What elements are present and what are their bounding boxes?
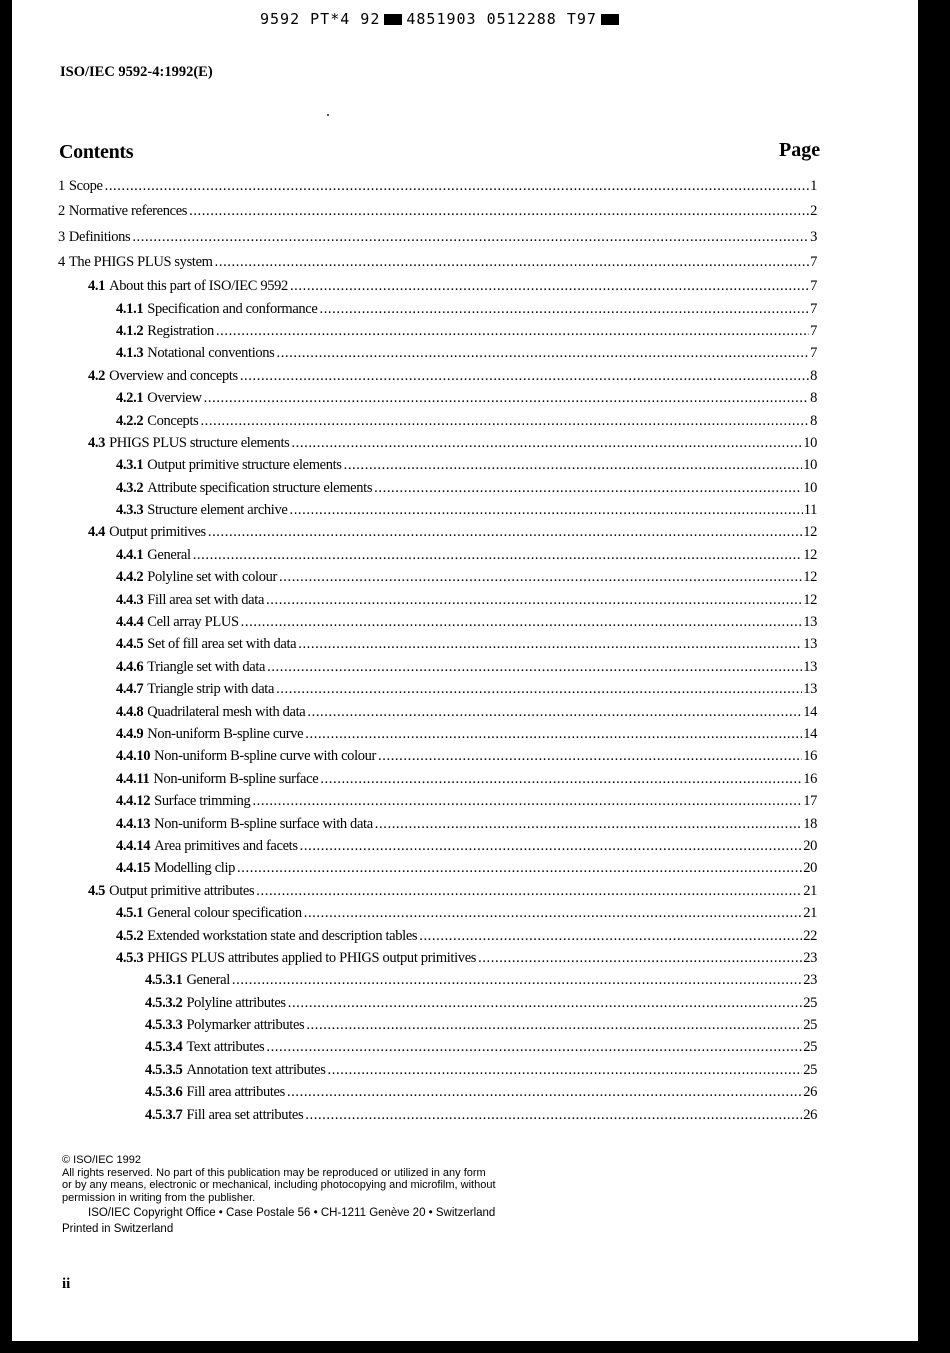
toc-entry — [12, 342, 918, 364]
toc-entry-title: Set of fill area set with data — [147, 636, 297, 653]
toc-entry-number: 4.2.2 — [116, 412, 144, 429]
toc-entry-page: 3 — [810, 228, 817, 245]
toc-entry-number: 4.3.1 — [116, 457, 144, 474]
toc-entry-number: 4.5.3.7 — [145, 1106, 183, 1123]
toc-entry-title: Registration — [147, 322, 214, 339]
toc-entry-leader — [305, 723, 802, 745]
toc-entry-leader — [105, 174, 810, 199]
toc-entry-page: 23 — [803, 972, 817, 989]
toc-entry — [12, 365, 918, 387]
toc-entry — [12, 320, 918, 342]
toc-entry-title: Modelling clip — [154, 860, 236, 877]
toc-entry-title: Area primitives and facets — [154, 837, 298, 854]
toc-entry-title: Concepts — [147, 412, 199, 429]
toc-entry-number: 1 — [58, 178, 65, 194]
toc-entry-page: 25 — [803, 1061, 817, 1078]
toc-entry-page: 25 — [803, 1039, 817, 1056]
toc-entry-leader — [304, 902, 802, 924]
toc-entry-title: Polymarker attributes — [186, 1017, 305, 1034]
toc-entry-leader — [344, 454, 803, 476]
toc-entry-leader — [306, 1014, 802, 1036]
toc-entry-leader — [291, 432, 802, 454]
toc-entry-leader — [419, 925, 802, 947]
toc-entry-title: Output primitives — [109, 524, 206, 541]
toc-entry-title: PHIGS PLUS structure elements — [109, 434, 290, 451]
toc-entry-title: Normative references — [68, 203, 188, 220]
toc-entry — [12, 589, 918, 611]
toc-entry-title: Non-uniform B-spline curve with colour — [154, 748, 377, 765]
toc-entry-page: 13 — [803, 658, 817, 675]
toc-entry-leader — [290, 275, 809, 297]
toc-entry — [12, 611, 918, 633]
toc-entry-title: Text attributes — [186, 1039, 265, 1056]
toc-entry-page: 22 — [803, 927, 817, 944]
table-of-contents — [12, 174, 918, 1126]
toc-entry-page: 7 — [810, 322, 817, 339]
toc-entry-title: Non-uniform B-spline curve — [147, 726, 304, 742]
toc-entry-leader — [328, 1059, 803, 1081]
scan-header-code-b: 4851903 0512288 T97 — [406, 10, 597, 28]
toc-entry-number: 4.5.3.1 — [145, 972, 183, 989]
toc-entry-page: 21 — [803, 882, 817, 899]
toc-entry-number: 2 — [58, 203, 65, 220]
toc-entry-page: 12 — [803, 569, 817, 586]
toc-entry — [12, 387, 918, 409]
toc-entry-page: 7 — [810, 345, 817, 362]
toc-entry-page: 7 — [810, 253, 817, 270]
toc-entry — [12, 992, 918, 1014]
toc-entry — [12, 790, 918, 812]
toc-entry-number: 4.3.2 — [116, 479, 144, 496]
toc-entry-number: 4.4.13 — [116, 815, 151, 832]
toc-entry-title: Output primitive structure elements — [147, 457, 342, 474]
toc-entry — [12, 410, 918, 432]
toc-entry-number: 4.4.4 — [116, 614, 144, 631]
toc-entry-leader — [252, 790, 802, 812]
toc-entry — [12, 925, 918, 947]
toc-entry-page: 12 — [803, 591, 817, 608]
toc-entry-leader — [266, 589, 802, 611]
toc-entry-leader — [287, 1081, 802, 1103]
toc-entry — [12, 454, 918, 476]
toc-entry-page: 10 — [803, 434, 817, 451]
toc-entry — [12, 1014, 918, 1036]
toc-entry-leader — [288, 992, 802, 1014]
copyright-rights-line: All rights reserved. No part of this publication may be reproduced or utilized in any form — [62, 1166, 486, 1179]
toc-entry-page: 10 — [803, 479, 817, 496]
copyright-rights-line: permission in writing from the publisher. — [62, 1191, 256, 1204]
toc-entry-number: 4.1 — [88, 278, 106, 295]
toc-entry-title: Scope — [68, 178, 103, 194]
toc-entry-number: 4.5.2 — [116, 927, 144, 944]
toc-entry — [12, 947, 918, 969]
toc-entry-leader — [200, 410, 809, 432]
toc-entry-leader — [320, 768, 802, 790]
toc-entry — [12, 1081, 918, 1103]
toc-entry-page: 13 — [803, 681, 817, 698]
toc-entry — [12, 499, 918, 521]
toc-entry — [12, 275, 918, 297]
toc-entry-number: 4.5.3.6 — [145, 1084, 183, 1101]
toc-entry-leader — [266, 1036, 802, 1058]
toc-entry-page: 13 — [803, 614, 817, 631]
toc-entry — [12, 745, 918, 767]
scan-block-mark-end — [601, 14, 619, 25]
toc-entry-title: Surface trimming — [154, 793, 251, 810]
toc-entry-number: 4.4.2 — [116, 569, 144, 586]
copyright-rights-line: or by any means, electronic or mechanical, including photocopying and microfilm, without — [62, 1179, 496, 1191]
toc-entry-number: 4.4.8 — [116, 703, 144, 720]
toc-entry-number: 4.3.3 — [116, 502, 144, 519]
toc-entry — [12, 250, 918, 275]
toc-entry — [12, 656, 918, 678]
toc-entry-leader — [232, 969, 802, 991]
toc-entry-title: Notational conventions — [147, 345, 275, 362]
toc-entry-number: 4.4 — [88, 524, 106, 541]
toc-entry-title: Specification and conformance — [147, 300, 318, 317]
toc-entry-page: 16 — [803, 770, 817, 787]
toc-entry-title: The PHIGS PLUS system — [68, 253, 213, 270]
toc-entry-leader — [204, 387, 809, 409]
toc-entry-title: Quadrilateral mesh with data — [147, 703, 306, 720]
toc-entry-number: 4.5.3 — [116, 949, 144, 966]
toc-entry-leader — [132, 225, 809, 250]
toc-entry-page: 25 — [803, 1017, 817, 1034]
printed-in: Printed in Switzerland — [62, 1222, 174, 1235]
toc-entry — [12, 678, 918, 700]
toc-entry-number: 4.2.1 — [116, 390, 144, 407]
toc-entry-title: Extended workstation state and description tables — [147, 927, 418, 944]
toc-entry-leader — [279, 566, 802, 588]
toc-entry-number: 4.5.3.2 — [145, 994, 183, 1011]
toc-entry-page: 8 — [810, 367, 817, 384]
toc-entry-page: 20 — [803, 837, 817, 854]
toc-entry-title: Overview — [147, 390, 202, 407]
toc-entry-number: 4.1.3 — [116, 345, 144, 362]
toc-entry-leader — [276, 678, 802, 700]
toc-entry-number: 4.4.11 — [116, 770, 150, 787]
toc-entry-page: 13 — [803, 636, 817, 653]
toc-entry-title: General — [147, 546, 191, 563]
toc-entry-leader — [189, 199, 809, 224]
toc-entry-page: 26 — [803, 1084, 817, 1101]
toc-entry-title: Cell array PLUS — [147, 614, 239, 631]
toc-entry-page: 12 — [803, 546, 817, 563]
toc-entry-number: 4.4.6 — [116, 658, 144, 675]
toc-entry-title: Annotation text attributes — [186, 1061, 326, 1078]
toc-entry-title: General colour specification — [147, 905, 302, 922]
toc-entry-page: 8 — [810, 412, 817, 429]
toc-entry — [12, 1059, 918, 1081]
toc-entry-page: 14 — [803, 703, 817, 720]
toc-entry-leader — [267, 656, 802, 678]
toc-entry-leader — [478, 947, 802, 969]
copyright-line: © ISO/IEC 1992 — [62, 1154, 142, 1166]
document-id: ISO/IEC 9592-4:1992(E) — [60, 64, 213, 80]
toc-entry — [12, 813, 918, 835]
toc-entry-title: Polyline set with colour — [147, 569, 278, 586]
toc-entry-leader — [216, 320, 809, 342]
toc-entry — [12, 298, 918, 320]
toc-entry — [12, 857, 918, 879]
scan-speck — [327, 114, 329, 116]
toc-entry-leader — [305, 1104, 802, 1126]
toc-entry-title: Overview and concepts — [109, 367, 238, 384]
toc-entry-leader — [300, 835, 803, 857]
toc-entry — [12, 432, 918, 454]
toc-entry — [12, 969, 918, 991]
toc-entry-page: 12 — [803, 524, 817, 541]
toc-entry-title: Output primitive attributes — [109, 882, 255, 899]
toc-entry — [12, 701, 918, 723]
toc-entry-number: 4.4.3 — [116, 591, 144, 608]
toc-entry-page: 20 — [803, 860, 817, 877]
toc-entry-title: Fill area set attributes — [186, 1106, 304, 1123]
toc-entry-page: 16 — [803, 748, 817, 765]
toc-entry-leader — [307, 701, 802, 723]
toc-entry-page: 17 — [803, 793, 817, 810]
toc-entry — [12, 174, 918, 199]
toc-entry-page: 23 — [803, 949, 817, 966]
toc-entry-leader — [240, 365, 809, 387]
toc-entry — [12, 1036, 918, 1058]
toc-entry-number: 4.4.10 — [116, 748, 151, 765]
toc-entry-title: Non-uniform B-spline surface with data — [154, 815, 373, 832]
toc-entry-number: 4.4.5 — [116, 636, 144, 653]
toc-entry-leader — [208, 521, 802, 543]
copyright-notice — [62, 1154, 662, 1235]
toc-entry-leader — [193, 544, 802, 566]
toc-entry-leader — [241, 611, 803, 633]
toc-entry-leader — [375, 813, 802, 835]
toc-entry-title: General — [186, 972, 230, 989]
toc-entry-leader — [378, 745, 802, 767]
toc-entry-title: Non-uniform B-spline surface — [153, 770, 319, 787]
toc-entry-leader — [256, 880, 802, 902]
page-number: ii — [62, 1276, 71, 1292]
toc-entry-page: 1 — [810, 178, 817, 194]
toc-entry-leader — [237, 857, 802, 879]
toc-entry-number: 4.4.15 — [116, 860, 151, 877]
toc-entry — [12, 544, 918, 566]
toc-entry — [12, 880, 918, 902]
toc-entry-number: 4.5.3.3 — [145, 1017, 183, 1034]
toc-entry-number: 4.3 — [88, 434, 106, 451]
toc-entry-page: 26 — [803, 1106, 817, 1123]
toc-entry-number: 4.4.12 — [116, 793, 151, 810]
toc-entry-page: 14 — [803, 726, 817, 742]
contents-heading: Contents — [59, 141, 134, 163]
toc-entry-number: 4.5.3.5 — [145, 1061, 183, 1078]
scan-block-mark — [384, 14, 402, 25]
toc-entry — [12, 902, 918, 924]
toc-entry-number: 4.4.9 — [116, 726, 144, 742]
toc-entry — [12, 566, 918, 588]
toc-entry-number: 4.4.14 — [116, 837, 151, 854]
toc-entry-number: 4.1.2 — [116, 322, 144, 339]
toc-entry-title: PHIGS PLUS attributes applied to PHIGS output primitives — [147, 949, 477, 966]
toc-entry-title: Attribute specification structure elements — [147, 479, 373, 496]
copyright-office: ISO/IEC Copyright Office • Case Postale 56 • CH-1211 Genève 20 • Switzerland — [88, 1207, 496, 1219]
toc-entry — [12, 1104, 918, 1126]
toc-entry-page: 25 — [803, 994, 817, 1011]
scan-header — [260, 10, 720, 32]
toc-entry-title: Triangle strip with data — [147, 681, 275, 698]
toc-entry-page: 8 — [810, 390, 817, 407]
toc-entry — [12, 225, 918, 250]
toc-entry — [12, 521, 918, 543]
toc-entry-title: Fill area attributes — [186, 1084, 285, 1101]
toc-entry-number: 4.1.1 — [116, 300, 144, 317]
toc-entry-page: 18 — [803, 815, 817, 832]
toc-entry-leader — [276, 342, 809, 364]
toc-entry-number: 4.2 — [88, 367, 106, 384]
toc-entry-number: 4.4.1 — [116, 546, 144, 563]
scan-header-code-a: 9592 PT*4 92 — [260, 10, 381, 28]
toc-entry-number: 4.5 — [88, 882, 106, 899]
toc-entry — [12, 835, 918, 857]
toc-entry-title: About this part of ISO/IEC 9592 — [109, 278, 288, 295]
toc-entry-number: 4 — [58, 253, 65, 270]
toc-entry-page: 11 — [803, 502, 817, 519]
toc-entry-title: Fill area set with data — [147, 591, 265, 608]
toc-entry — [12, 723, 918, 745]
toc-entry-page: 7 — [810, 300, 817, 317]
toc-entry-title: Polyline attributes — [186, 994, 286, 1011]
toc-entry — [12, 477, 918, 499]
toc-entry-leader — [215, 250, 809, 275]
toc-entry-title: Triangle set with data — [147, 658, 266, 675]
toc-entry-number: 3 — [58, 228, 65, 245]
document-page — [12, 0, 918, 1341]
toc-entry-leader — [319, 298, 809, 320]
toc-entry-leader — [289, 499, 802, 521]
toc-entry-number: 4.5.3.4 — [145, 1039, 183, 1056]
toc-entry-leader — [374, 477, 802, 499]
toc-entry-title: Definitions — [68, 228, 131, 245]
toc-entry-page: 7 — [810, 278, 817, 295]
toc-entry — [12, 633, 918, 655]
toc-entry — [12, 199, 918, 224]
toc-entry — [12, 768, 918, 790]
page-column-heading: Page — [779, 139, 821, 161]
toc-entry-page: 10 — [803, 457, 817, 474]
toc-entry-page: 21 — [803, 905, 817, 922]
toc-entry-page: 2 — [810, 203, 817, 220]
toc-entry-leader — [298, 633, 802, 655]
toc-entry-number: 4.4.7 — [116, 681, 144, 698]
toc-entry-number: 4.5.1 — [116, 905, 144, 922]
toc-entry-title: Structure element archive — [147, 502, 288, 519]
